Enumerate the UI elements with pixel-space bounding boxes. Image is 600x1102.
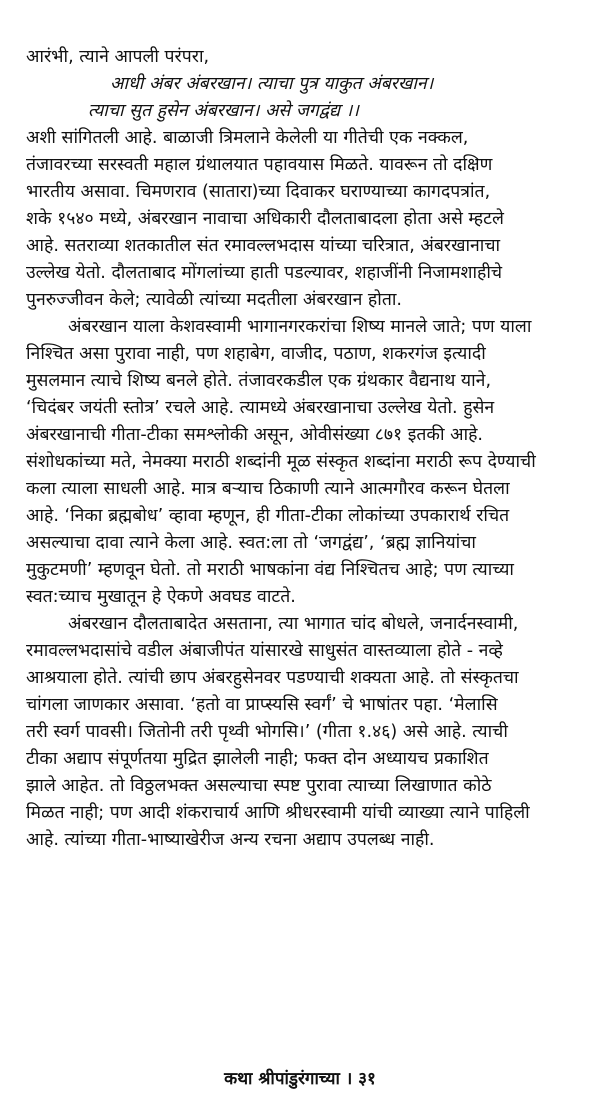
text-line: भारतीय असावा. चिमणराव (सातारा)च्या दिवाकर घराण्याच्या कागदपत्रांत, (26, 182, 491, 202)
text-line: असल्याचा दावा त्याने केला आहे. स्वत:ला तो ‘जगद्वंद्य’, ‘ब्रह्म ज्ञानियांचा (26, 533, 476, 553)
text-line: मिळत नाही; पण आदी शंकराचार्य आणि श्रीधरस्वामी यांची व्याख्या त्याने पाहिली (26, 803, 530, 823)
text-line: उल्लेख येतो. दौलताबाद मोंगलांच्या हाती पडल्यावर, शहाजींनी निजामशाहीचे (26, 263, 503, 283)
text-line: चांगला जाणकार असावा. ‘हतो वा प्राप्स्यसि स्वर्गं’ चे भाषांतर पहा. ‘मेलासि (26, 695, 498, 715)
text-line: आहे. ‘निका ब्रह्मबोध’ व्हावा म्हणून, ही गीता-टीका लोकांच्या उपकारार्थ रचित (26, 506, 510, 526)
text-line: आश्रयाला होते. त्यांची छाप अंबरहुसेनवर पडण्याची शक्यता आहे. तो संस्कृतचा (26, 668, 519, 688)
text-line: झाले आहेत. तो विठ्ठलभक्त असल्याचा स्पष्ट पुरावा त्याच्या लिखाणात कोठे (26, 776, 492, 796)
text-line: आहे. सतराव्या शतकातील संत रमावल्लभदास यांच्या चरित्रात, अंबरखानाचा (26, 236, 501, 256)
page-footer: कथा श्रीपांडुरंगाच्या । ३१ (224, 1069, 376, 1089)
text-line: आहे. त्यांच्या गीता-भाष्याखेरीज अन्य रचना अद्याप उपलब्ध नाही. (26, 830, 435, 850)
paragraph-start-line: अंबरखान दौलताबादेत असताना, त्या भागात चांद बोधले, जनार्दनस्वामी, (68, 614, 519, 634)
verse-line: त्याचा सुत हुसेन अंबरखान। असे जगद्वंद्य ।। (88, 101, 359, 121)
text-line: रमावल्लभदासांचे वडील अंबाजीपंत यांसारखे साधुसंत वास्तव्याला होते - नव्हे (26, 641, 503, 661)
text-line: तंजावरच्या सरस्वती महाल ग्रंथालयात पहावयास मिळते. यावरून तो दक्षिण (26, 155, 493, 175)
text-line: अशी सांगितली आहे. बाळाजी त्रिमलाने केलेली या गीतेची एक नक्कल, (26, 128, 469, 148)
text-line: तरी स्वर्ग पावसी। जितोनी तरी पृथ्वी भोगसि।’ (गीता १.४६) असे आहे. त्याची (26, 722, 508, 742)
text-line: निश्चित असा पुरावा नाही, पण शहाबेग, वाजीद, पठाण, शकरगंज इत्यादी (26, 344, 486, 364)
text-line: मुसलमान त्याचे शिष्य बनले होते. तंजावरकडील एक ग्रंथकार वैद्यनाथ याने, (26, 371, 492, 391)
text-line: शके १५४० मध्ये, अंबरखान नावाचा अधिकारी दौलताबादला होता असे म्हटले (26, 209, 504, 229)
verse-line: आधी अंबर अंबरखान। त्याचा पुत्र याकुत अंबरखान। (110, 74, 434, 94)
body-text (26, 44, 588, 854)
text-line: संशोधकांच्या मते, नेमक्या मराठी शब्दांनी मूळ संस्कृत शब्दांना मराठी रूप देण्याची (26, 452, 536, 472)
text-line: मुकुटमणी’ म्हणवून घेतो. तो मराठी भाषकांना वंद्य निश्चितच आहे; पण त्याच्या (26, 560, 514, 580)
text-line: आरंभी, त्याने आपली परंपरा, (26, 47, 210, 67)
text-line: ‘चिदंबर जयंती स्तोत्र’ रचले आहे. त्यामध्ये अंबरखानाचा उल्लेख येतो. हुसेन (26, 398, 495, 418)
text-line: कला त्याला साधली आहे. मात्र बऱ्याच ठिकाणी त्याने आत्मगौरव करून घेतला (26, 479, 510, 499)
text-line: टीका अद्याप संपूर्णतया मुद्रित झालेली नाही; फक्त दोन अध्यायच प्रकाशित (26, 749, 489, 769)
text-line: पुनरुज्जीवन केले; त्यावेळी त्यांच्या मदतीला अंबरखान होता. (26, 290, 402, 310)
paragraph-start-line: अंबरखान याला केशवस्वामी भागानगरकरांचा शिष्य मानले जाते; पण याला (68, 317, 532, 337)
text-line: स्वत:च्याच मुखातून हे ऐकणे अवघड वाटते. (26, 587, 296, 607)
text-line: अंबरखानाची गीता-टीका समश्लोकी असून, ओवीसंख्या ८७१ इतकी आहे. (26, 425, 484, 445)
